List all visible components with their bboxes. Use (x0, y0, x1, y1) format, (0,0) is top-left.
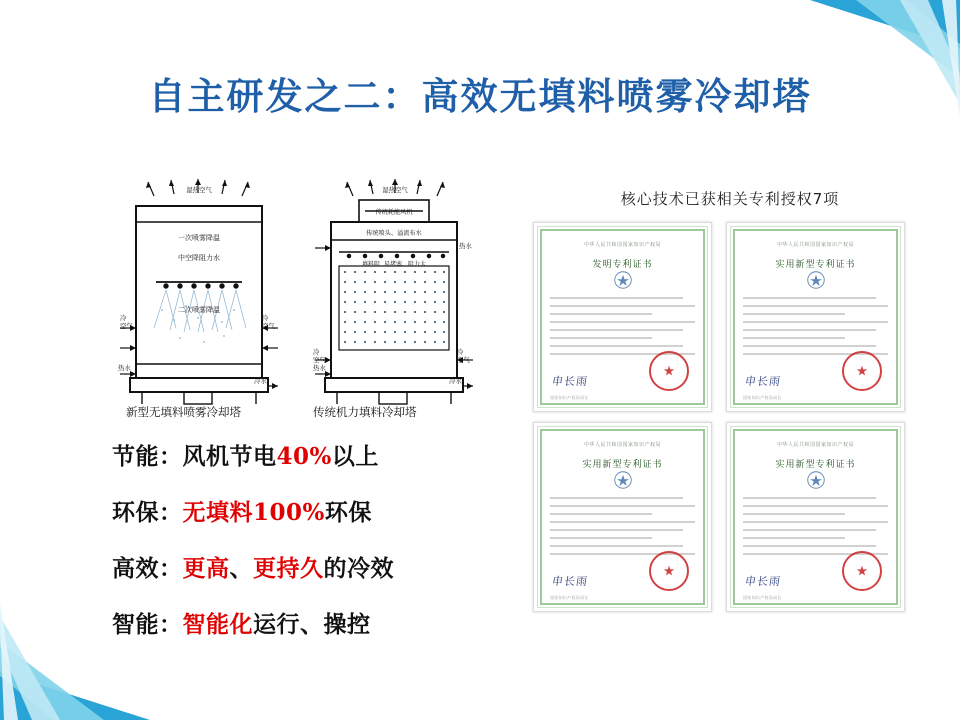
certificate-title: 实用新型专利证书 (775, 260, 856, 270)
svg-text:空气: 空气 (313, 356, 326, 364)
national-emblem-icon (614, 471, 632, 489)
official-seal-icon (842, 551, 882, 591)
official-seal-icon (842, 351, 882, 391)
bullet-item (112, 606, 532, 639)
svg-text:填料阻: 填料阻 (361, 261, 381, 268)
patent-certificate (533, 222, 712, 412)
patent-certificate (726, 222, 905, 412)
bullet-label: 节能： (112, 443, 183, 470)
caption-spray-tower: 新型无填料喷雾冷却塔 (126, 405, 241, 419)
certificate-title: 发明专利证书 (592, 260, 653, 270)
certificate-title: 实用新型专利证书 (582, 460, 663, 470)
patent-heading: 核心技术已获相关专利授权7项 (620, 190, 840, 208)
svg-text:空气: 空气 (120, 322, 133, 330)
cooling-tower-diagrams (108, 178, 488, 428)
page-title: 自主研发之二：高效无填料喷雾冷却塔 (148, 74, 812, 118)
bullet-label: 高效： (112, 555, 183, 582)
svg-text:一次喷雾降温: 一次喷雾降温 (178, 234, 220, 242)
svg-text:冷: 冷 (313, 348, 320, 356)
official-seal-icon (649, 351, 689, 391)
svg-text:空气: 空气 (457, 356, 470, 364)
bullet-text: 环保 (324, 499, 372, 526)
bullet-highlight: 更高 (182, 555, 230, 582)
patent-certificate (726, 422, 905, 612)
certificate-issuer: 中华人民共和国国家知识产权局 (776, 242, 854, 248)
certificate-signature: 申长雨 (744, 375, 782, 388)
bullet-text: 的冷效 (323, 555, 394, 582)
svg-text:冷水: 冷水 (449, 377, 462, 385)
certificate-signature: 申长雨 (744, 575, 782, 588)
svg-text:湿热空气: 湿热空气 (382, 186, 408, 194)
svg-text:传统耗能风机: 传统耗能风机 (375, 209, 413, 216)
svg-text:热水: 热水 (118, 364, 131, 372)
bullet-item (112, 438, 532, 471)
national-emblem-icon (807, 471, 825, 489)
svg-text:冷: 冷 (120, 314, 127, 322)
certificate-footer: 国家知识产权局局长 (550, 595, 589, 600)
patent-certificate-grid (533, 222, 905, 612)
certificate-footer: 国家知识产权局局长 (743, 395, 782, 400)
bullet-text: 以上 (331, 443, 379, 470)
bullet-highlight: 无填料100% (182, 499, 325, 526)
svg-text:湿热空气: 湿热空气 (186, 186, 212, 194)
svg-text:热水: 热水 (313, 364, 326, 372)
certificate-footer: 国家知识产权局局长 (550, 395, 589, 400)
diagram-spray-tower (118, 178, 280, 428)
certificate-issuer: 中华人民共和国国家知识产权局 (583, 442, 661, 448)
svg-text:热水: 热水 (459, 242, 472, 250)
svg-text:空气: 空气 (262, 322, 275, 330)
bullet-highlight: 更持久 (253, 555, 324, 582)
svg-text:传统喷头、溢流布水: 传统喷头、溢流布水 (366, 230, 422, 237)
diagram-traditional-tower (313, 178, 475, 428)
svg-text:中空降阻力水: 中空降阻力水 (178, 254, 220, 262)
bullet-label: 环保： (112, 499, 183, 526)
national-emblem-icon (614, 271, 632, 289)
certificate-signature: 申长雨 (551, 575, 589, 588)
bullet-item (112, 494, 532, 527)
official-seal-icon (649, 551, 689, 591)
patent-certificate (533, 422, 712, 612)
certificate-issuer: 中华人民共和国国家知识产权局 (583, 242, 661, 248)
bullet-item (112, 550, 532, 583)
bullet-text: 、 (229, 555, 253, 582)
caption-traditional-tower: 传统机力填料冷却塔 (313, 405, 417, 419)
certificate-footer: 国家知识产权局局长 (743, 595, 782, 600)
svg-text:冷水: 冷水 (254, 377, 267, 385)
svg-text:冷: 冷 (262, 314, 269, 322)
bullet-text: 运行、操控 (253, 611, 371, 638)
bullet-label: 智能： (112, 611, 183, 638)
certificate-signature: 申长雨 (551, 375, 589, 388)
bullet-highlight: 智能化 (182, 611, 253, 638)
bullet-text: 风机节电 (182, 443, 277, 470)
national-emblem-icon (807, 271, 825, 289)
svg-text:易堵塞、阻力大: 易堵塞、阻力大 (383, 261, 427, 268)
bullet-highlight: 40% (276, 443, 332, 470)
certificate-issuer: 中华人民共和国国家知识产权局 (776, 442, 854, 448)
svg-text:二次喷雾降温: 二次喷雾降温 (178, 306, 220, 314)
certificate-title: 实用新型专利证书 (775, 460, 856, 470)
svg-text:冷: 冷 (457, 348, 464, 356)
feature-bullets (112, 438, 532, 662)
